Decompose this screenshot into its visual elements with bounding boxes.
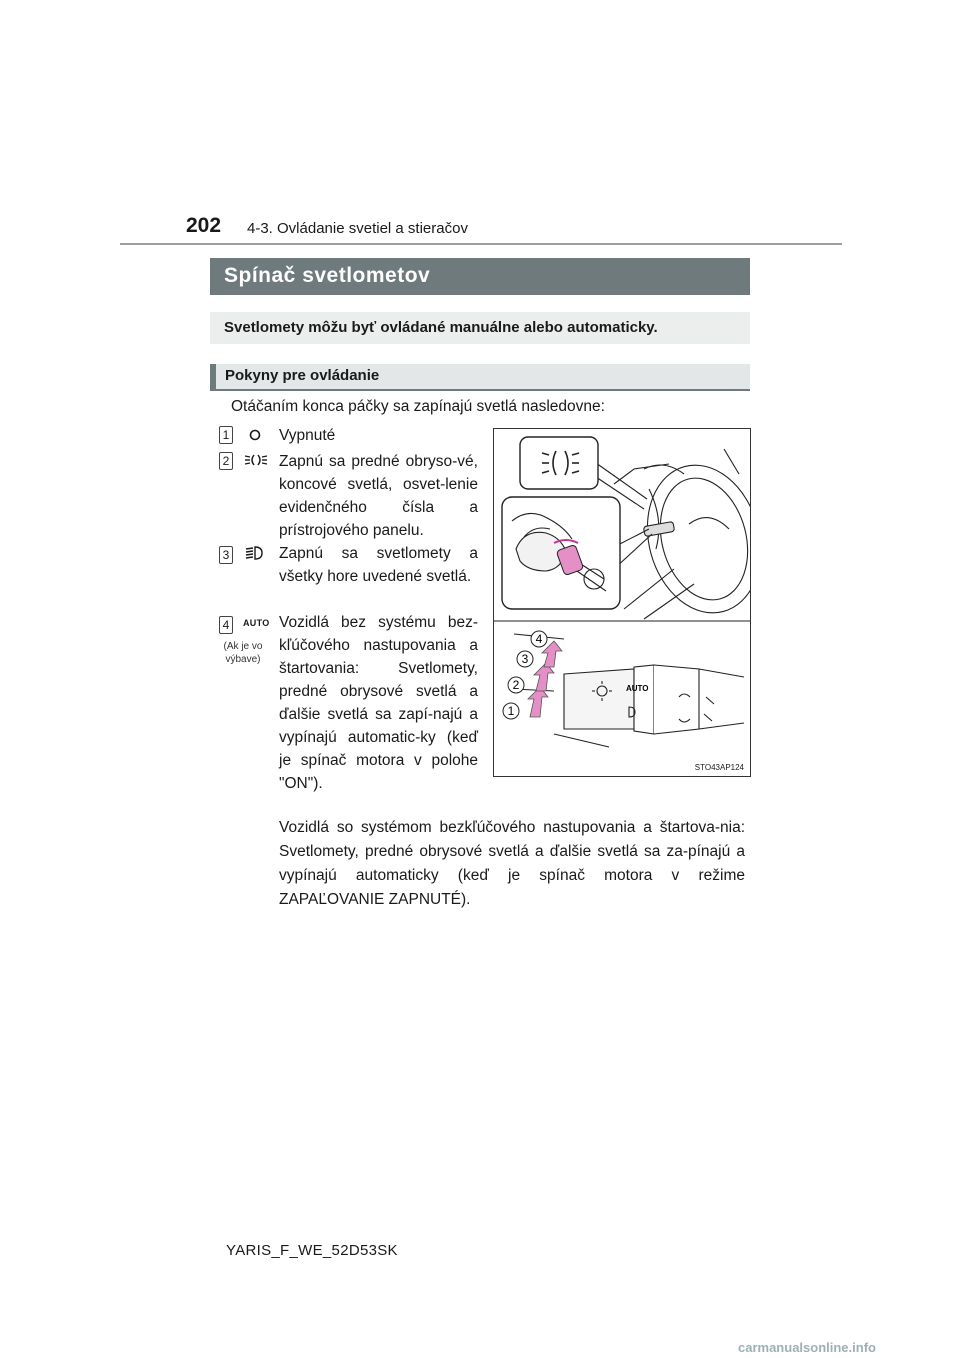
item-text-4: Vozidlá bez systému bez-kľúčového nastupovania a štartovania: Svetlomety, predné obrysové svetlá a ďalšie svetlá sa zapí-najú a vypínajú automatic-ky (keď je spínač motora v polohe "ON"). — [279, 614, 478, 792]
headlight-icon — [244, 545, 266, 566]
side-light-icon — [243, 452, 269, 473]
item-text-3: Zapnú sa svetlomety a všetky hore uvedené svetlá. — [279, 545, 478, 585]
section-title: 4-3. Ovládanie svetiel a stieračov — [247, 220, 468, 237]
item-number-4: 4 — [219, 616, 233, 634]
subheading — [210, 364, 750, 391]
page-title-band — [210, 258, 750, 295]
page-title: Spínač svetlometov — [224, 264, 431, 287]
bottom-paragraph: Vozidlá so systémom bezkľúčového nastupovania a štartova-nia: Svetlomety, predné obrysové svetlá a ďalšie svetlá sa za-pínajú a vypínajú automaticky (keď je spínač motora v režime ZAPAĽOVANIE ZAPNUTÉ). — [279, 819, 745, 908]
header-divider — [120, 243, 842, 245]
figure-code: STO43AP124 — [694, 763, 744, 772]
item-number-1: 1 — [219, 426, 233, 444]
intro-text: Svetlomety môžu byť ovládané manuálne alebo automaticky. — [224, 319, 658, 336]
page-number: 202 — [186, 214, 222, 237]
callout-2: 2 — [512, 678, 520, 692]
auto-icon: AUTO — [243, 618, 270, 628]
item-text-1: Vypnuté — [279, 427, 336, 444]
availability-note: (Ak je vo výbave) — [223, 641, 263, 665]
item-text-2: Zapnú sa predné obryso-vé, koncové svetlá, osvet-lenie evidenčného čísla a prístrojového panelu. — [279, 453, 478, 539]
callout-3: 3 — [521, 652, 529, 666]
auto-label: AUTO — [626, 684, 649, 693]
watermark: carmanualsonline.info — [738, 1340, 876, 1355]
callout-1: 1 — [507, 704, 515, 718]
subheading-bar — [210, 364, 216, 391]
headlight-switch-illustration — [494, 429, 750, 776]
item-number-3: 3 — [219, 546, 233, 564]
lead-text: Otáčaním konca páčky sa zapínajú svetlá nasledovne: — [231, 398, 605, 415]
item-number-2: 2 — [219, 452, 233, 470]
callout-4: 4 — [535, 632, 543, 646]
intro-box — [210, 312, 750, 344]
subheading-text: Pokyny pre ovládanie — [225, 367, 380, 384]
headlight-switch-figure — [493, 428, 751, 777]
off-circle-icon — [247, 427, 263, 448]
footer-code: YARIS_F_WE_52D53SK — [226, 1242, 398, 1259]
